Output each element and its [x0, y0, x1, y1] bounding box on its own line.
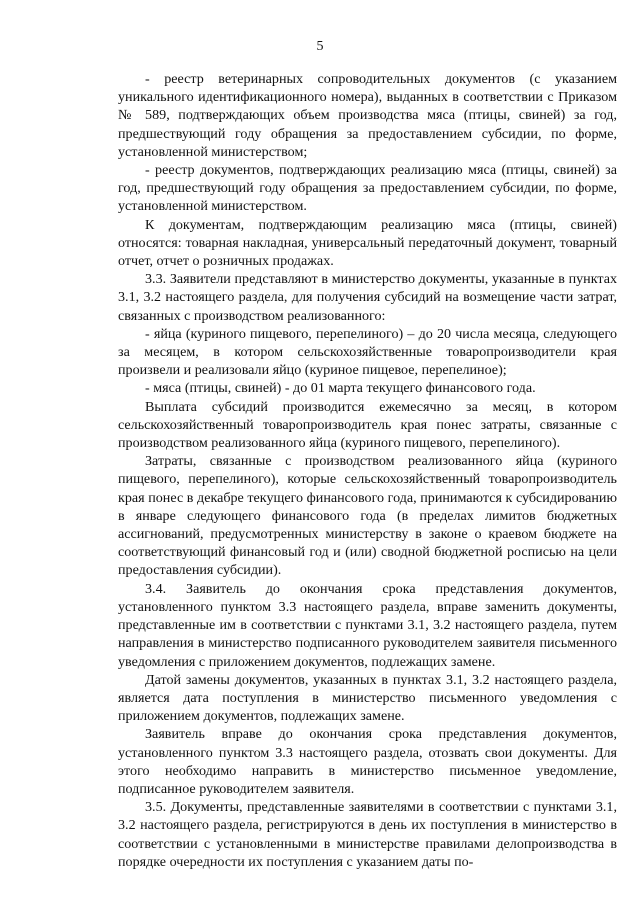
paragraph-vet-registry: - реестр ветеринарных сопроводительных документов (с указанием уникального идентификационного номера), выданных в соответствии с Приказом № 589, подтверждающих объем производства мяса (птицы, свиней) за год, предшествующий году обращения за предоставлением субсидии, по форме, установленной министерством; [118, 71, 617, 160]
paragraph-withdrawal: Заявитель вправе до окончания срока представления документов, установленного пунктом 3.3 настоящего раздела, отозвать свои документы. Для этого необходимо направить в министерство письменное уведомление, подписанное руководителем заявителя. [118, 726, 617, 797]
paragraph-sales-documents: К документам, подтверждающим реализацию мяса (птицы, свиней) относятся: товарная накладная, универсальный передаточный документ, товарный отчет, отчет о розничных продажах. [118, 216, 617, 270]
paragraph-monthly-payment: Выплата субсидий производится ежемесячно за месяц, в котором сельскохозяйственный товаропроизводитель края понес затраты, связанные с производством реализованного яйца (куриного пищевого, перепелиного). [118, 398, 617, 452]
paragraph-3-3: 3.3. Заявители представляют в министерство документы, указанные в пунктах 3.1, 3.2 настоящего раздела, для получения субсидий на возмещение части затрат, связанных с производством реализованного: [118, 271, 617, 324]
paragraph-meat-deadline: - мяса (птицы, свиней) - до 01 марта текущего финансового года. [145, 380, 536, 397]
paragraph-december-costs: Затраты, связанные с производством реализованного яйца (куриного пищевого, перепелиного), которые сельскохозяйственный товаропроизводитель края понес в декабре текущего финансового года, принимаются к субсидированию в январе следующего финансового года (в пределах лимитов бюджетных ассигнований, предусмотренных министерству в законе о краевом бюджете на соответствующий финансовый год и (или) сводной бюджетной росписью на цели предоставления субсидии). [118, 453, 617, 579]
paragraph-replacement-date: Датой замены документов, указанных в пунктах 3.1, 3.2 настоящего раздела, является дата поступления в министерство письменного уведомления с приложением документов, подлежащих замене. [118, 671, 617, 725]
page-number: 5 [316, 39, 324, 54]
paragraph-eggs-deadline: - яйца (куриного пищевого, перепелиного) – до 20 числа месяца, следующего за месяцем, в котором сельскохозяйственные товаропроизводители края произвели и реализовали яйцо (куриное пищевое, перепелиное); [118, 325, 617, 379]
paragraph-sales-registry: - реестр документов, подтверждающих реализацию мяса (птицы, свиней) за год, предшествующий году обращения за предоставлением субсидии, по форме, установленной министерством. [118, 162, 617, 215]
document-body [118, 70, 617, 871]
paragraph-3-4: 3.4. Заявитель до окончания срока представления документов, установленного пунктом 3.3 настоящего раздела, вправе заменить документы, представленные им в соответствии с пунктами 3.1, 3.2 настоящего раздела, путем направления в министерство подписанного руководителем заявителя письменного уведомления с приложением документов, подлежащих замене. [118, 580, 617, 670]
paragraph-3-5: 3.5. Документы, представленные заявителями в соответствии с пунктами 3.1, 3.2 настоящего раздела, регистрируются в день их поступления в министерство в соответствии с установленными в министерстве правилами делопроизводства в порядке очередности их поступления с указанием даты по- [118, 799, 617, 870]
